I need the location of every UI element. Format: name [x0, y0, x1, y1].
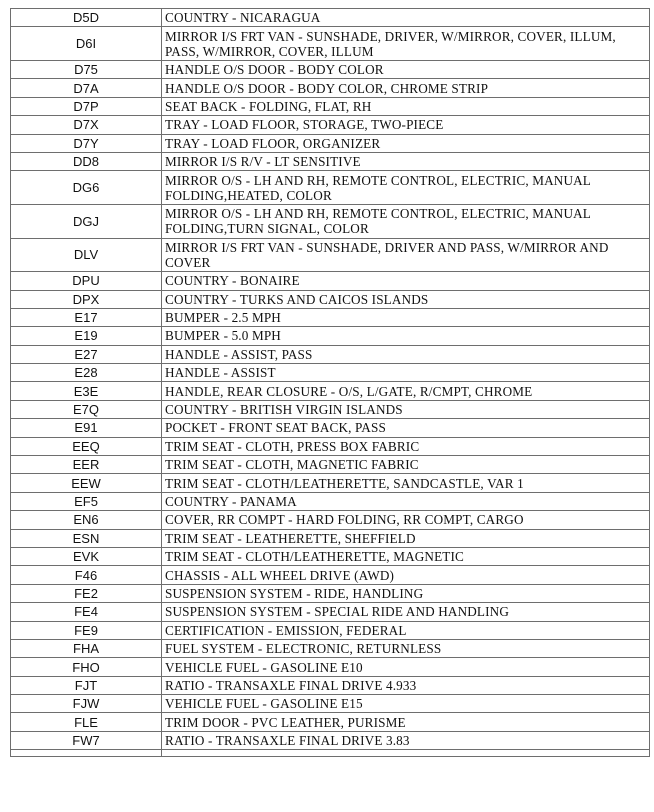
option-description: MIRROR I/S FRT VAN - SUNSHADE, DRIVER, W/MIRROR, COVER, ILLUM, PASS, W/MIRROR, COVER, ILLUM: [162, 27, 650, 61]
table-row: [11, 400, 650, 418]
option-description: VEHICLE FUEL - GASOLINE E15: [162, 695, 650, 713]
table-row: [11, 238, 650, 272]
option-description: SUSPENSION SYSTEM - RIDE, HANDLING: [162, 584, 650, 602]
table-row: [11, 731, 650, 749]
option-code: FJT: [11, 676, 162, 694]
option-code: D7A: [11, 79, 162, 97]
table-row: [11, 60, 650, 78]
option-description: HANDLE - ASSIST: [162, 364, 650, 382]
option-code: DPX: [11, 290, 162, 308]
option-code: DPU: [11, 272, 162, 290]
table-row: [11, 658, 650, 676]
table-row: [11, 419, 650, 437]
option-code: FE9: [11, 621, 162, 639]
table-row: [11, 547, 650, 565]
option-code: DD8: [11, 152, 162, 170]
table-row: [11, 272, 650, 290]
table-row: [11, 474, 650, 492]
option-code: EF5: [11, 492, 162, 510]
table-row: [11, 364, 650, 382]
option-description: TRAY - LOAD FLOOR, STORAGE, TWO-PIECE: [162, 116, 650, 134]
table-row: [11, 621, 650, 639]
option-code: EN6: [11, 511, 162, 529]
option-description: TRIM DOOR - PVC LEATHER, PURISME: [162, 713, 650, 731]
option-code: FHA: [11, 639, 162, 657]
option-description: TRIM SEAT - CLOTH/LEATHERETTE, SANDCASTLE, VAR 1: [162, 474, 650, 492]
table-row: [11, 713, 650, 731]
table-row: [11, 382, 650, 400]
option-code: D5D: [11, 9, 162, 27]
option-description: HANDLE O/S DOOR - BODY COLOR: [162, 60, 650, 78]
option-description: COUNTRY - BRITISH VIRGIN ISLANDS: [162, 400, 650, 418]
option-code: F46: [11, 566, 162, 584]
option-code: EER: [11, 456, 162, 474]
option-description: COUNTRY - NICARAGUA: [162, 9, 650, 27]
option-description: BUMPER - 2.5 MPH: [162, 308, 650, 326]
option-code: D7Y: [11, 134, 162, 152]
option-description: TRIM SEAT - LEATHERETTE, SHEFFIELD: [162, 529, 650, 547]
table-row: [11, 116, 650, 134]
option-code: E7Q: [11, 400, 162, 418]
option-code: E19: [11, 327, 162, 345]
table-row: [11, 290, 650, 308]
option-code: E3E: [11, 382, 162, 400]
table-row: [11, 152, 650, 170]
option-code: FJW: [11, 695, 162, 713]
table-row: [11, 676, 650, 694]
option-code: DGJ: [11, 204, 162, 238]
option-code: FHO: [11, 658, 162, 676]
option-code: E28: [11, 364, 162, 382]
table-row: [11, 9, 650, 27]
option-description: MIRROR I/S FRT VAN - SUNSHADE, DRIVER AND PASS, W/MIRROR AND COVER: [162, 238, 650, 272]
option-description: HANDLE - ASSIST, PASS: [162, 345, 650, 363]
option-description: RATIO - TRANSAXLE FINAL DRIVE 4.933: [162, 676, 650, 694]
option-code: E91: [11, 419, 162, 437]
table-row: [11, 204, 650, 238]
table-row: [11, 345, 650, 363]
option-code-table-body: [11, 9, 650, 757]
option-description: HANDLE O/S DOOR - BODY COLOR, CHROME STRIP: [162, 79, 650, 97]
option-code: D7X: [11, 116, 162, 134]
option-description: BUMPER - 5.0 MPH: [162, 327, 650, 345]
option-description: TRIM SEAT - CLOTH/LEATHERETTE, MAGNETIC: [162, 547, 650, 565]
option-description: TRAY - LOAD FLOOR, ORGANIZER: [162, 134, 650, 152]
option-description: COUNTRY - TURKS AND CAICOS ISLANDS: [162, 290, 650, 308]
option-description: COUNTRY - BONAIRE: [162, 272, 650, 290]
table-row: [11, 134, 650, 152]
option-description: COVER, RR COMPT - HARD FOLDING, RR COMPT, CARGO: [162, 511, 650, 529]
empty-cell: [162, 750, 650, 757]
table-row: [11, 695, 650, 713]
option-code: FE4: [11, 603, 162, 621]
table-row: [11, 27, 650, 61]
option-description: FUEL SYSTEM - ELECTRONIC, RETURNLESS: [162, 639, 650, 657]
option-code: FLE: [11, 713, 162, 731]
option-description: CERTIFICATION - EMISSION, FEDERAL: [162, 621, 650, 639]
option-description: COUNTRY - PANAMA: [162, 492, 650, 510]
option-description: TRIM SEAT - CLOTH, MAGNETIC FABRIC: [162, 456, 650, 474]
option-code-table: [10, 8, 650, 757]
option-description: MIRROR O/S - LH AND RH, REMOTE CONTROL, ELECTRIC, MANUAL FOLDING,HEATED, COLOR: [162, 171, 650, 205]
option-code: FE2: [11, 584, 162, 602]
option-code: DG6: [11, 171, 162, 205]
option-code: D6I: [11, 27, 162, 61]
table-row: [11, 566, 650, 584]
option-code: E17: [11, 308, 162, 326]
option-code: EEW: [11, 474, 162, 492]
table-row: [11, 584, 650, 602]
option-description: HANDLE, REAR CLOSURE - O/S, L/GATE, R/CMPT, CHROME: [162, 382, 650, 400]
empty-cell: [11, 750, 162, 757]
option-code: D7P: [11, 97, 162, 115]
option-description: SUSPENSION SYSTEM - SPECIAL RIDE AND HANDLING: [162, 603, 650, 621]
option-code: D75: [11, 60, 162, 78]
option-description: POCKET - FRONT SEAT BACK, PASS: [162, 419, 650, 437]
option-description: SEAT BACK - FOLDING, FLAT, RH: [162, 97, 650, 115]
option-description: TRIM SEAT - CLOTH, PRESS BOX FABRIC: [162, 437, 650, 455]
option-description: MIRROR I/S R/V - LT SENSITIVE: [162, 152, 650, 170]
table-row: [11, 639, 650, 657]
table-row: [11, 171, 650, 205]
option-code: EVK: [11, 547, 162, 565]
table-row: [11, 308, 650, 326]
option-code: DLV: [11, 238, 162, 272]
table-row: [11, 79, 650, 97]
option-description: VEHICLE FUEL - GASOLINE E10: [162, 658, 650, 676]
table-row: [11, 511, 650, 529]
table-row: [11, 529, 650, 547]
table-row: [11, 456, 650, 474]
option-code: ESN: [11, 529, 162, 547]
table-row: [11, 437, 650, 455]
table-row: [11, 492, 650, 510]
option-description: CHASSIS - ALL WHEEL DRIVE (AWD): [162, 566, 650, 584]
table-row: [11, 327, 650, 345]
table-row-empty: [11, 750, 650, 757]
table-row: [11, 97, 650, 115]
option-description: RATIO - TRANSAXLE FINAL DRIVE 3.83: [162, 731, 650, 749]
option-code: FW7: [11, 731, 162, 749]
option-description: MIRROR O/S - LH AND RH, REMOTE CONTROL, ELECTRIC, MANUAL FOLDING,TURN SIGNAL, COLOR: [162, 204, 650, 238]
option-code: E27: [11, 345, 162, 363]
table-row: [11, 603, 650, 621]
option-code: EEQ: [11, 437, 162, 455]
